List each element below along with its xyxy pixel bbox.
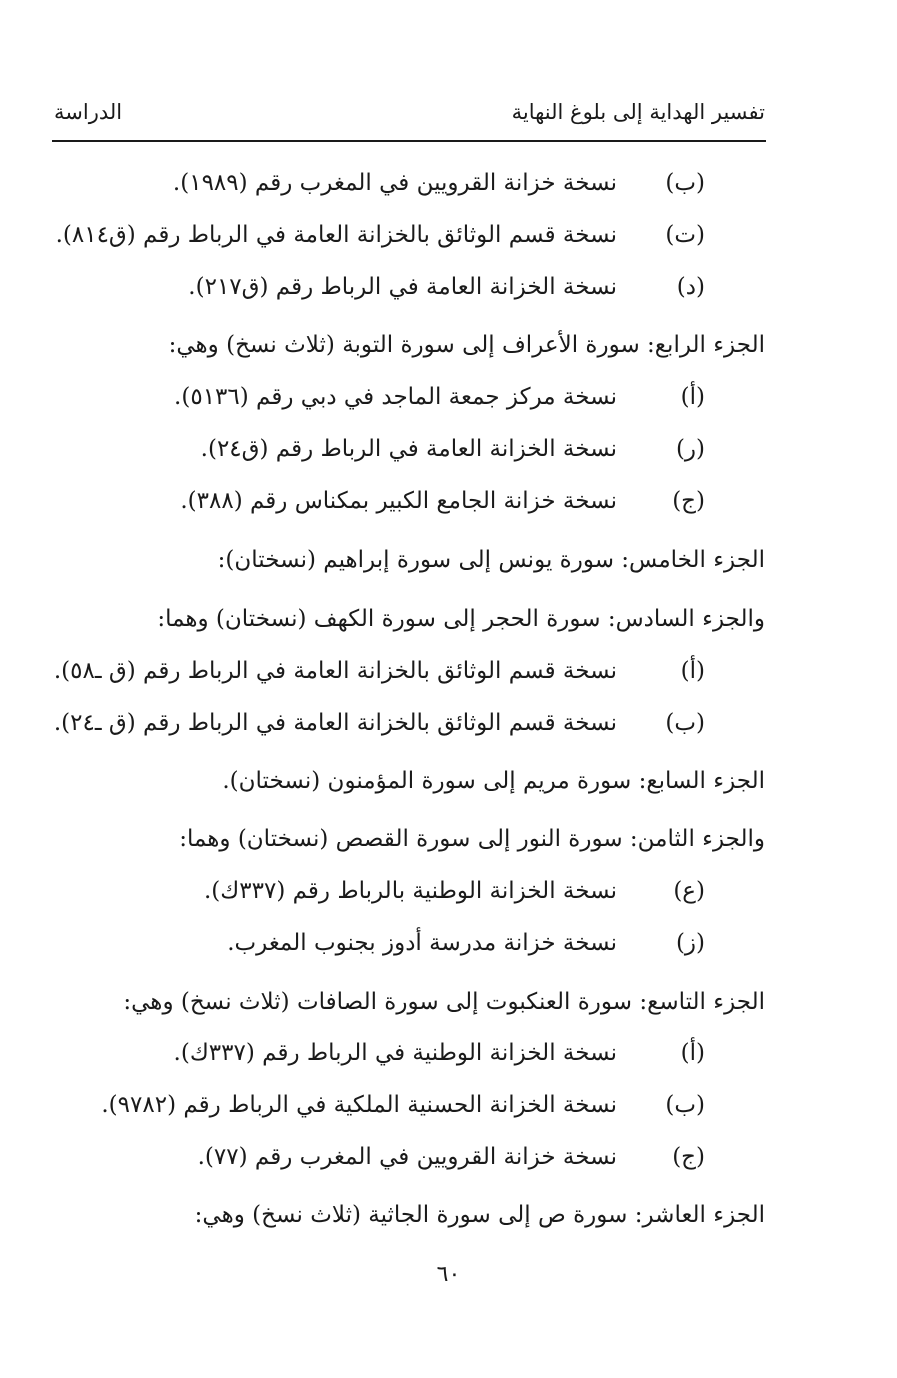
part-heading: الجزء التاسع: سورة العنكبوت إلى سورة الصافات (ثلاث نسخ) وهي:: [123, 989, 765, 1015]
item-label: (د): [676, 274, 705, 300]
item-text: نسخة خزانة القرويين في المغرب رقم (٧٧).: [197, 1144, 617, 1170]
part-heading: الجزء الخامس: سورة يونس إلى سورة إبراهيم (نسختان):: [217, 547, 765, 573]
running-head-title: تفسير الهداية إلى بلوغ النهاية: [511, 100, 765, 124]
part-heading: الجزء الرابع: سورة الأعراف إلى سورة التوبة (ثلاث نسخ) وهي:: [168, 332, 765, 358]
part-heading: الجزء السابع: سورة مريم إلى سورة المؤمنون (نسختان).: [222, 768, 765, 794]
part-heading: والجزء السادس: سورة الحجر إلى سورة الكهف (نسختان) وهما:: [157, 606, 765, 632]
item-label: (ب): [665, 170, 705, 196]
item-label: (ت): [665, 222, 705, 248]
item-label: (ج): [672, 1144, 705, 1170]
item-label: (أ): [680, 658, 705, 684]
item-label: (ب): [665, 1092, 705, 1118]
item-label: (ز): [675, 930, 705, 956]
item-label: (ب): [665, 710, 705, 736]
item-text: نسخة خزانة مدرسة أدوز بجنوب المغرب.: [227, 930, 617, 956]
item-text: نسخة قسم الوثائق بالخزانة العامة في الرباط رقم (ق ـ٢٤).: [53, 710, 617, 736]
item-label: (ر): [675, 436, 705, 462]
header-rule: [52, 140, 766, 142]
item-label: (ج): [672, 488, 705, 514]
page-number: ٦٠: [436, 1262, 461, 1287]
item-label: (أ): [680, 1040, 705, 1066]
item-text: نسخة خزانة الجامع الكبير بمكناس رقم (٣٨٨).: [180, 488, 617, 514]
item-text: نسخة قسم الوثائق بالخزانة العامة في الرباط رقم (ق٨١٤).: [55, 222, 617, 248]
item-text: نسخة الخزانة الحسنية الملكية في الرباط رقم (٩٧٨٢).: [101, 1092, 617, 1118]
part-heading: الجزء العاشر: سورة ص إلى سورة الجاثية (ثلاث نسخ) وهي:: [194, 1202, 765, 1228]
item-text: نسخة مركز جمعة الماجد في دبي رقم (٥١٣٦).: [174, 384, 617, 410]
running-head-section: الدراسة: [54, 100, 123, 124]
item-label: (ع): [673, 878, 705, 904]
item-text: نسخة الخزانة الوطنية في الرباط رقم (٣٣٧ك).: [173, 1040, 617, 1066]
item-text: نسخة خزانة القرويين في المغرب رقم (١٩٨٩).: [172, 170, 617, 196]
item-text: نسخة الخزانة الوطنية بالرباط رقم (٣٣٧ك).: [204, 878, 617, 904]
item-label: (أ): [680, 384, 705, 410]
item-text: نسخة الخزانة العامة في الرباط رقم (ق٢١٧).: [188, 274, 617, 300]
item-text: نسخة قسم الوثائق بالخزانة العامة في الرباط رقم (ق ـ٥٨).: [53, 658, 617, 684]
part-heading: والجزء الثامن: سورة النور إلى سورة القصص (نسختان) وهما:: [179, 826, 765, 852]
item-text: نسخة الخزانة العامة في الرباط رقم (ق٢٤).: [200, 436, 617, 462]
